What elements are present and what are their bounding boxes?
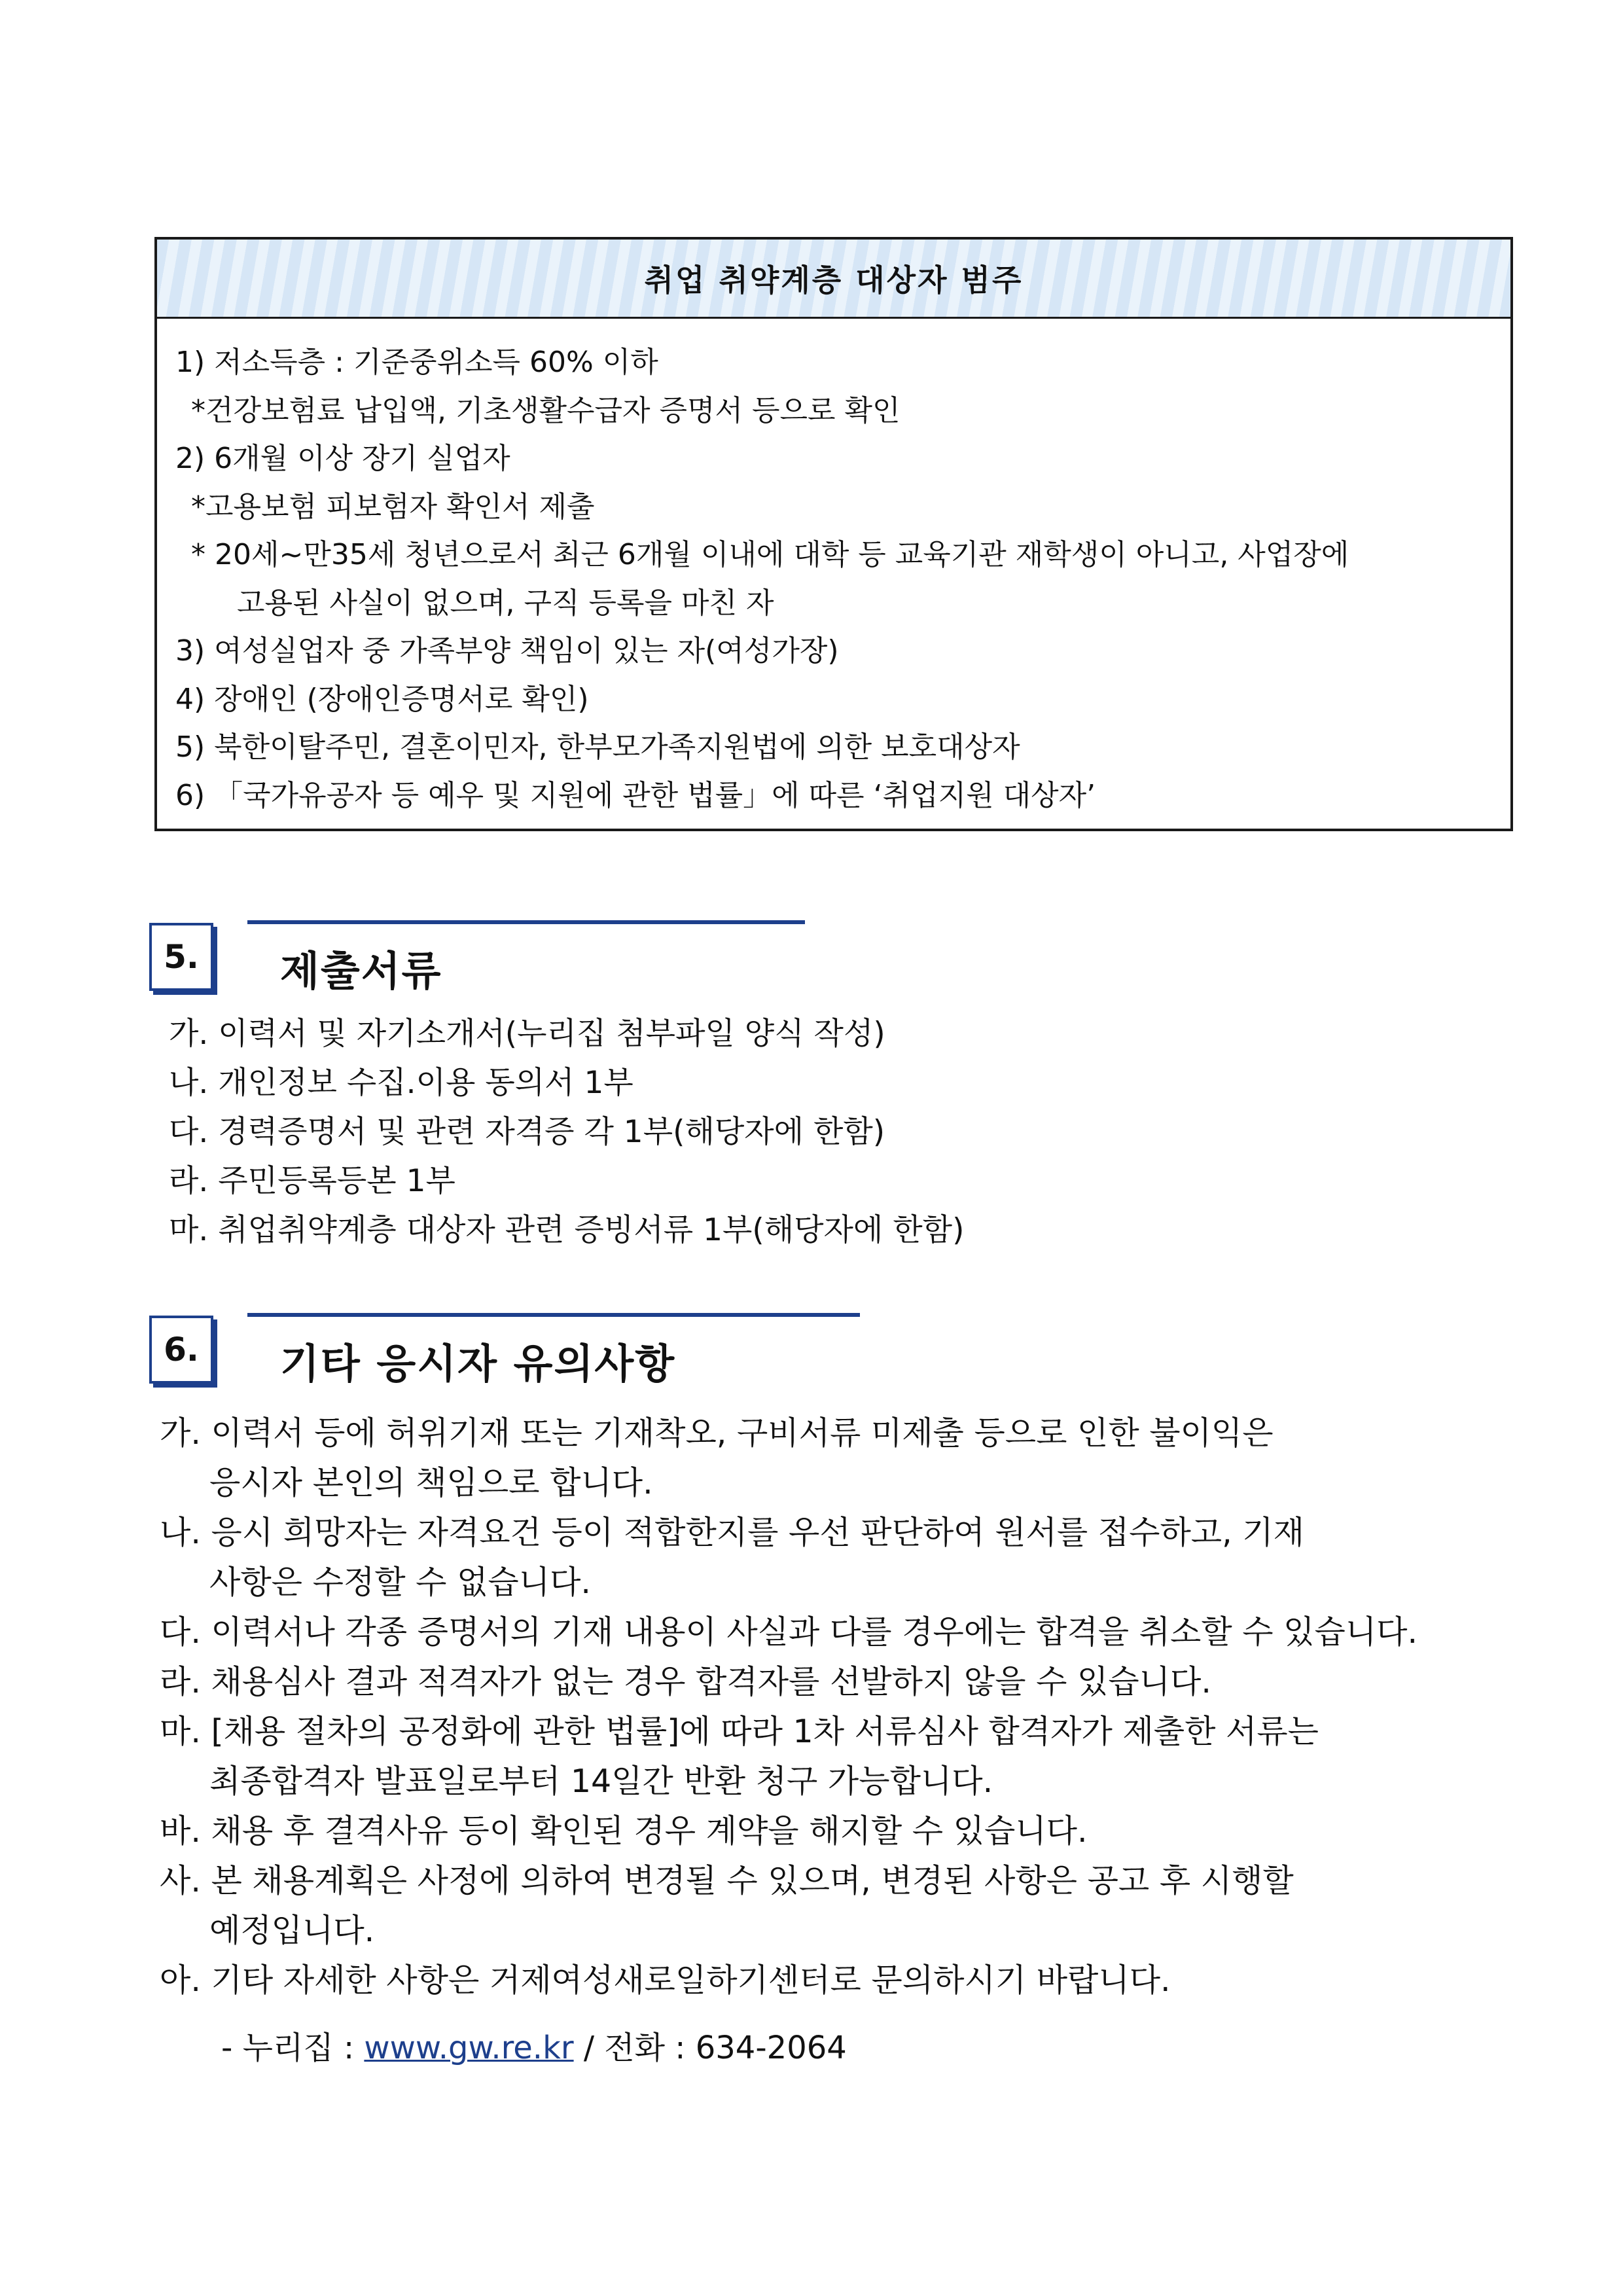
list-item: 사. 본 채용계획은 사정에 의하여 변경될 수 있으며, 변경된 사항은 공고 후 시행할 (160, 1862, 1294, 1899)
criteria-note: *건강보험료 납입액, 기초생활수급자 증명서 등으로 확인 (191, 393, 901, 427)
contact-prefix: - 누리집 : (221, 2030, 355, 2066)
target-group-box (154, 237, 1513, 831)
criteria-line: 4) 장애인 (장애인증명서로 확인) (175, 682, 589, 716)
contact-phone: / 전화 : 634-2064 (583, 2030, 847, 2066)
section-5-title: 제출서류 (280, 947, 442, 995)
criteria-line: 5) 북한이탈주민, 결혼이민자, 한부모가족지원법에 의한 보호대상자 (175, 730, 1020, 764)
section-5-list (169, 1009, 964, 1255)
list-item: 다. 이력서나 각종 증명서의 기재 내용이 사실과 다를 경우에는 합격을 취소할 수 있습니다. (160, 1613, 1418, 1651)
list-item-continued: 예정입니다. (209, 1912, 375, 1949)
contact-line (221, 2022, 847, 2068)
section-6-list (160, 1408, 1418, 2005)
website-link[interactable]: www.gw.re.kr (364, 2030, 574, 2066)
list-item: 가. 이력서 및 자기소개서(누리집 첨부파일 양식 작성) (169, 1016, 885, 1052)
list-item: 마. [채용 절차의 공정화에 관한 법률]에 따라 1차 서류심사 합격자가 제출한 서류는 (160, 1713, 1319, 1750)
list-item: 다. 경력증명서 및 관련 자격증 각 1부(해당자에 한함) (169, 1114, 885, 1150)
criteria-line: 2) 6개월 이상 장기 실업자 (175, 442, 510, 475)
criteria-line: 6) 「국가유공자 등 예우 및 지원에 관한 법률」에 따른 ‘취업지원 대상자’ (175, 778, 1096, 812)
section-6-title: 기타 응시자 유의사항 (280, 1340, 676, 1388)
section-5-number: 5. (149, 923, 213, 991)
section-6-number: 6. (149, 1316, 213, 1384)
criteria-note-continued: 고용된 사실이 없으며, 구직 등록을 마친 자 (237, 586, 774, 620)
target-group-box-title: 취업 취약계층 대상자 범주 (644, 262, 1024, 298)
list-item: 마. 취업취약계층 대상자 관련 증빙서류 1부(해당자에 한함) (169, 1212, 965, 1248)
list-item: 나. 응시 희망자는 자격요건 등이 적합한지를 우선 판단하여 원서를 접수하고, 기재 (160, 1514, 1304, 1551)
list-item: 아. 기타 자세한 사항은 거제여성새로일하기센터로 문의하시기 바랍니다. (160, 1962, 1171, 1999)
section-6-rule (247, 1313, 860, 1317)
section-5-header (149, 920, 738, 994)
list-item: 바. 채용 후 결격사유 등이 확인된 경우 계약을 해지할 수 있습니다. (160, 1812, 1088, 1850)
criteria-line: 1) 저소득층 : 기준중위소득 60% 이하 (175, 346, 658, 379)
list-item-continued: 사항은 수정할 수 없습니다. (209, 1564, 591, 1601)
criteria-line: 3) 여성실업자 중 가족부양 책임이 있는 자(여성가장) (175, 634, 839, 668)
list-item-continued: 응시자 본인의 책임으로 합니다. (209, 1464, 653, 1501)
list-item-continued: 최종합격자 발표일로부터 14일간 반환 청구 가능합니다. (209, 1763, 993, 1800)
criteria-note: * 20세~만35세 청년으로서 최근 6개월 이내에 대학 등 교육기관 재학생이 아니고, 사업장에 (191, 538, 1349, 571)
list-item: 나. 개인정보 수집.이용 동의서 1부 (169, 1065, 633, 1101)
section-5-rule (247, 920, 805, 924)
list-item: 라. 주민등록등본 1부 (169, 1163, 455, 1199)
list-item: 라. 채용심사 결과 적격자가 없는 경우 합격자를 선발하지 않을 수 있습니다. (160, 1663, 1211, 1700)
section-6-header (149, 1313, 738, 1386)
target-group-box-header (157, 240, 1510, 319)
criteria-note: *고용보험 피보험자 확인서 제출 (191, 490, 595, 524)
list-item: 가. 이력서 등에 허위기재 또는 기재착오, 구비서류 미제출 등으로 인한 불이익은 (160, 1414, 1274, 1452)
target-group-box-body (157, 319, 1510, 819)
